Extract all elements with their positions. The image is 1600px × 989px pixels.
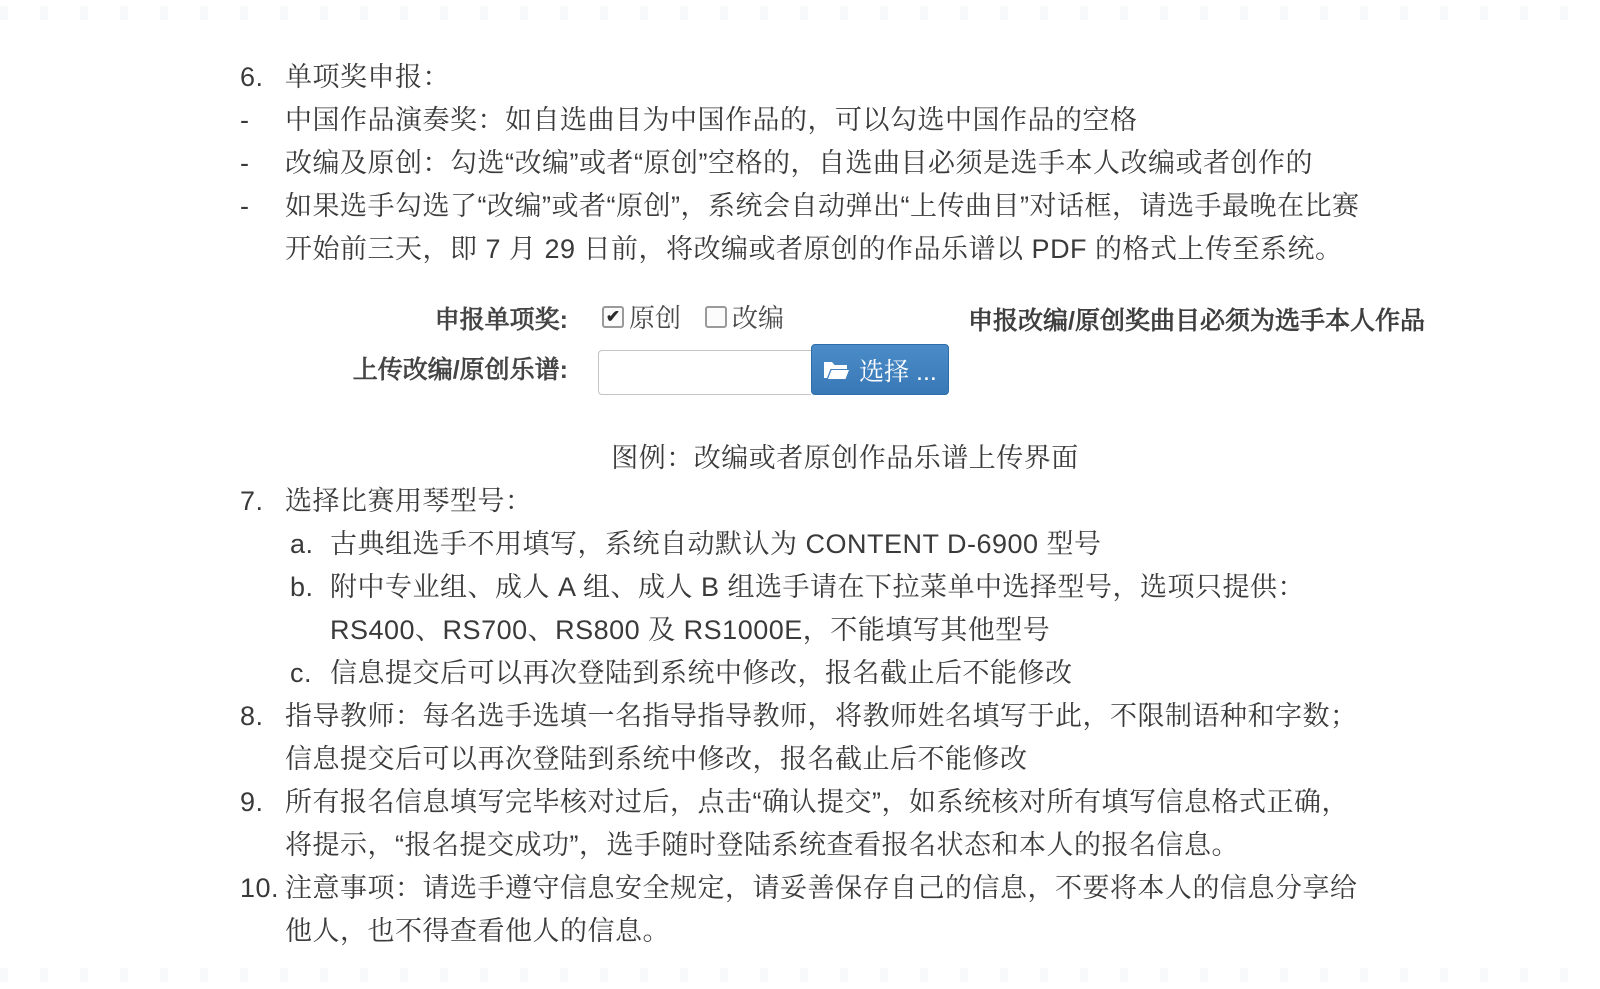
- list-item-7: [240, 480, 1370, 523]
- scan-artifact-bottom: [0, 968, 1600, 982]
- list-item-6: [240, 56, 1370, 99]
- bullet-item-china-award: [240, 99, 1370, 142]
- open-folder-icon: [823, 359, 850, 381]
- bullet-text: 中国作品演奏奖：如自选曲目为中国作品的，可以勾选中国作品的空格: [285, 105, 1138, 135]
- checkbox-original[interactable]: [602, 298, 681, 335]
- sub-item-letter: a.: [290, 529, 314, 559]
- sub-item-text: 附中专业组、成人 A 组、成人 B 组选手请在下拉菜单中选择型号，选项只提供：RS400、RS700、RS800 及 RS1000E，不能填写其他型号: [330, 572, 1306, 645]
- award-field-label: 申报单项奖:: [434, 306, 568, 334]
- checkbox-original-label: 原创: [629, 303, 682, 333]
- bullet-marker: -: [240, 148, 250, 178]
- checkbox-empty-icon[interactable]: [705, 306, 727, 328]
- list-number: 10.: [240, 873, 280, 903]
- bullet-item-upload-deadline: [240, 185, 1370, 271]
- list-item-text: 指导教师：每名选手选填一名指导指导教师，将教师姓名填写于此，不限制语种和字数；信息提交后可以再次登陆到系统中修改，报名截止后不能修改: [285, 701, 1358, 774]
- bullet-text: 改编及原创：勾选“改编”或者“原创”空格的，自选曲目必须是选手本人改编或者创作的: [285, 148, 1313, 178]
- scan-artifact-top: [0, 6, 1600, 20]
- bullet-marker: -: [240, 191, 250, 221]
- bullet-text: 如果选手勾选了“改编”或者“原创”，系统会自动弹出“上传曲目”对话框，请选手最晚在比赛开始前三天，即 7 月 29 日前，将改编或者原创的作品乐谱以 PDF 的格式上传至系统。: [285, 191, 1360, 264]
- list-number: 7.: [240, 486, 264, 516]
- checkbox-adapted-label: 改编: [732, 303, 785, 333]
- sub-item-letter: b.: [290, 572, 314, 602]
- sub-item-b: [290, 566, 1370, 652]
- bullet-item-adapt-original: [240, 142, 1370, 185]
- figure-caption: 图例：改编或者原创作品乐谱上传界面: [611, 443, 1079, 473]
- list-item-text: 注意事项：请选手遵守信息安全规定，请妥善保存自己的信息，不要将本人的信息分享给他人，也不得查看他人的信息。: [285, 873, 1358, 946]
- sub-item-text: 古典组选手不用填写，系统自动默认为 CONTENT D-6900 型号: [330, 529, 1102, 559]
- list-item-text: 选择比赛用琴型号：: [285, 486, 533, 516]
- file-path-input[interactable]: [598, 350, 811, 395]
- list-number: 8.: [240, 701, 264, 731]
- list-item-10: [240, 867, 1370, 953]
- award-checkbox-group: [602, 298, 784, 335]
- file-upload-group: [598, 344, 949, 395]
- list-item-8: [240, 695, 1370, 781]
- sub-item-c: [290, 652, 1370, 695]
- sub-item-text: 信息提交后可以再次登陆到系统中修改，报名截止后不能修改: [330, 658, 1073, 688]
- award-requirement-note: 申报改编/原创奖曲目必须为选手本人作品: [968, 307, 1425, 335]
- choose-file-button[interactable]: [811, 344, 949, 395]
- list-item-text: 单项奖申报：: [285, 62, 450, 92]
- list-item-text: 所有报名信息填写完毕核对过后，点击“确认提交”，如系统核对所有填写信息格式正确，将提示，“报名提交成功”，选手随时登陆系统查看报名状态和本人的报名信息。: [285, 787, 1349, 860]
- bullet-marker: -: [240, 105, 250, 135]
- sub-item-letter: c.: [290, 658, 313, 688]
- upload-field-label: 上传改编/原创乐谱:: [352, 356, 568, 384]
- list-number: 9.: [240, 787, 264, 817]
- list-number: 6.: [240, 62, 264, 92]
- check-icon[interactable]: ✔: [602, 306, 624, 328]
- checkbox-adapted[interactable]: [705, 298, 784, 335]
- choose-button-label: 选择 ...: [859, 357, 937, 386]
- sub-item-a: [290, 523, 1370, 566]
- list-item-9: [240, 781, 1370, 867]
